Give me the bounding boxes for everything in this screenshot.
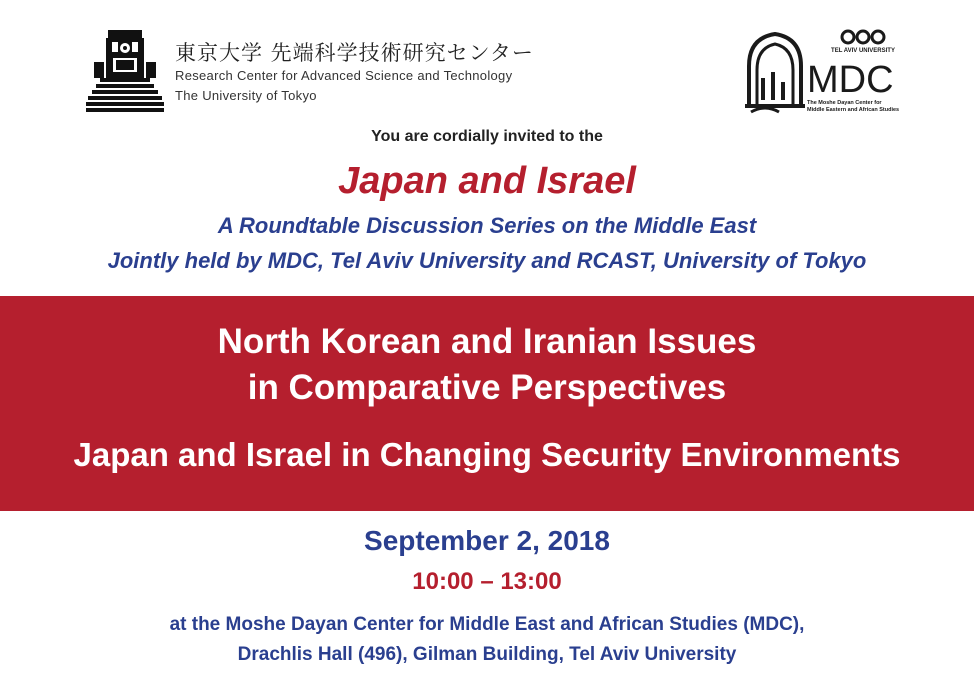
invitation-text: You are cordially invited to the xyxy=(371,128,603,145)
series-subtitle: A Roundtable Discussion Series on the Middle East xyxy=(217,213,757,238)
venue-line2: Drachlis Hall (496), Gilman Building, Tel Aviv University xyxy=(237,644,737,665)
rcast-university: The University of Tokyo xyxy=(175,88,317,103)
mdc-acronym: MDC xyxy=(807,59,894,101)
event-title-banner xyxy=(0,296,974,511)
series-title: Japan and Israel xyxy=(338,160,636,202)
mdc-university-label: TEL AVIV UNIVERSITY xyxy=(831,48,895,54)
event-time: 10:00 – 13:00 xyxy=(412,568,562,595)
venue-line1: at the Moshe Dayan Center for Middle East and African Studies (MDC), xyxy=(169,614,805,635)
event-date: September 2, 2018 xyxy=(364,525,610,556)
banner-title-line1: North Korean and Iranian Issues xyxy=(217,322,757,361)
rcast-name-block xyxy=(175,40,534,106)
mdc-full-name-line2: Middle Eastern and African Studies xyxy=(807,107,900,113)
rcast-tower-logo xyxy=(86,28,164,114)
rcast-name-japanese: 東京大学 先端科学技術研究センター xyxy=(175,41,534,65)
rcast-name-english: Research Center for Advanced Science and Technology xyxy=(175,68,513,83)
mdc-logo xyxy=(745,28,905,116)
mdc-full-name-line1: The Moshe Dayan Center for xyxy=(807,100,882,106)
organizers-line: Jointly held by MDC, Tel Aviv University and RCAST, University of Tokyo xyxy=(107,248,867,273)
banner-title-line3: Japan and Israel in Changing Security Environments xyxy=(73,436,901,473)
banner-title-line2: in Comparative Perspectives xyxy=(247,368,727,407)
